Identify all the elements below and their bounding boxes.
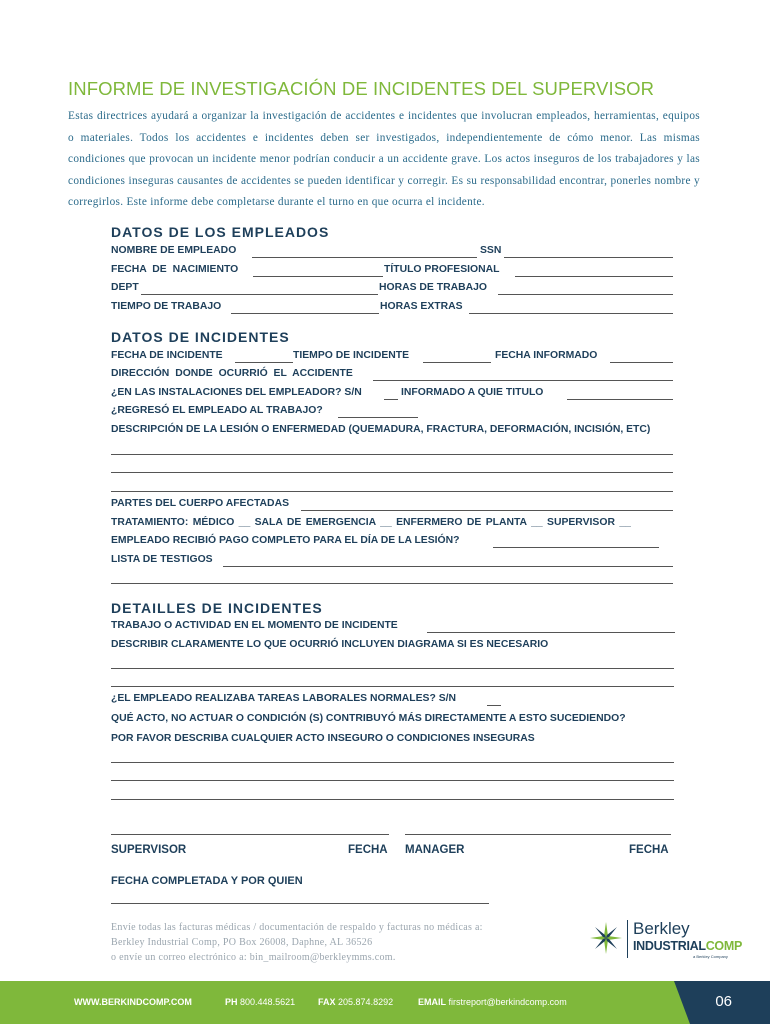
footer-phone-label: PH: [225, 997, 238, 1007]
field-titulo[interactable]: [515, 276, 673, 277]
label-instalaciones: ¿EN LAS INSTALACIONES DEL EMPLEADOR? S/N: [111, 387, 362, 398]
supervisor-signature-line[interactable]: [111, 834, 389, 835]
manager-fecha-label: FECHA: [629, 844, 669, 856]
label-tiempo-incidente: TIEMPO DE INCIDENTE: [293, 350, 410, 361]
row-completada: [111, 875, 673, 891]
logo-divider: [627, 920, 628, 958]
manager-label: MANAGER: [405, 844, 465, 856]
row-nombre-ssn: [111, 245, 673, 261]
field-ssn[interactable]: [504, 257, 673, 258]
field-nombre[interactable]: [252, 257, 477, 258]
label-acto: QUÉ ACTO, NO ACTUAR O CONDICIÓN (S) CONTRIBUYÓ MÁS DIRECTAMENTE A ESTO SUCEDIENDO?: [111, 713, 626, 724]
label-regreso: ¿REGRESÓ EL EMPLEADO AL TRABAJO?: [111, 405, 323, 416]
field-actividad[interactable]: [427, 632, 675, 633]
row-dept-horas: [111, 282, 673, 298]
row-tratamiento: [111, 517, 673, 533]
field-tiempo-incidente[interactable]: [423, 362, 491, 363]
field-describir-1[interactable]: [111, 668, 674, 669]
label-testigos: LISTA DE TESTIGOS: [111, 554, 213, 565]
field-inseguro-2[interactable]: [111, 780, 674, 781]
logo-berkley-text: Berkley: [633, 919, 690, 938]
row-direccion: [111, 368, 673, 384]
field-fecha-nacimiento[interactable]: [253, 276, 383, 277]
footer-email-address: firstreport@berkindcomp.com: [448, 997, 567, 1007]
label-dept: DEPT: [111, 282, 139, 293]
row-nacimiento-titulo: [111, 264, 673, 280]
row-favor: [111, 733, 673, 749]
field-fecha-incidente[interactable]: [235, 362, 293, 363]
footer-fax: [318, 997, 393, 1007]
row-regreso: [111, 405, 673, 421]
note-line-1: Envíe todas las facturas médicas / documentación de respaldo y facturas no médicas a:: [111, 922, 483, 933]
footer-bar: [0, 981, 770, 1024]
field-horas-extras[interactable]: [469, 313, 673, 314]
label-horas-trabajo: HORAS DE TRABAJO: [379, 282, 487, 293]
compass-icon: [588, 920, 624, 956]
logo-industrialcomp-text: [633, 939, 742, 953]
field-descripcion-1[interactable]: [111, 454, 673, 455]
label-tratamiento: TRATAMIENTO: MÉDICO __ SALA DE EMERGENCIA __ ENFERMERO DE PLANTA __ SUPERVISOR __: [111, 517, 631, 528]
field-descripcion-3[interactable]: [111, 491, 673, 492]
footer-website[interactable]: [74, 997, 192, 1007]
section-heading-incidentes: DATOS DE INCIDENTES: [111, 329, 290, 345]
label-describir: DESCRIBIR CLARAMENTE LO QUE OCURRIÓ INCLUYEN DIAGRAMA SI ES NECESARIO: [111, 639, 549, 650]
logo-comp: COMP: [705, 939, 743, 953]
label-actividad: TRABAJO O ACTIVIDAD EN EL MOMENTO DE INCIDENTE: [111, 620, 398, 631]
field-horas-trabajo[interactable]: [498, 294, 673, 295]
row-tareas: [111, 693, 673, 709]
row-descripcion: [111, 424, 673, 440]
page-title: INFORME DE INVESTIGACIÓN DE INCIDENTES DEL SUPERVISOR: [68, 78, 655, 99]
footer-email-label: EMAIL: [418, 997, 446, 1007]
label-tiempo-trabajo: TIEMPO DE TRABAJO: [111, 301, 222, 312]
label-fecha-incidente: FECHA DE INCIDENTE: [111, 350, 223, 361]
field-testigos[interactable]: [223, 566, 673, 567]
label-tareas: ¿EL EMPLEADO REALIZABA TAREAS LABORALES NORMALES? S/N: [111, 693, 457, 704]
field-regreso[interactable]: [338, 417, 418, 418]
row-actividad: [111, 620, 673, 636]
section-heading-empleados: DATOS DE LOS EMPLEADOS: [111, 224, 330, 240]
label-completada: FECHA COMPLETADA Y POR QUIEN: [111, 875, 303, 887]
label-pago: EMPLEADO RECIBIÓ PAGO COMPLETO PARA EL DÍA DE LA LESIÓN?: [111, 535, 460, 546]
logo-tagline: a Berkley Company: [693, 954, 728, 959]
label-nombre: NOMBRE DE EMPLEADO: [111, 245, 237, 256]
row-testigos: [111, 554, 673, 570]
section-heading-detalles: DETAILLES DE INCIDENTES: [111, 600, 323, 616]
field-dept[interactable]: [141, 294, 378, 295]
row-describir: [111, 639, 673, 655]
label-fecha-nacimiento: FECHA DE NACIMIENTO: [111, 264, 239, 275]
field-testigos-2[interactable]: [111, 583, 673, 584]
label-partes: PARTES DEL CUERPO AFECTADAS: [111, 498, 289, 509]
label-fecha-informado: FECHA INFORMADO: [495, 350, 598, 361]
submission-note: [111, 920, 483, 965]
footer-email[interactable]: [418, 997, 567, 1007]
note-line-2: Berkley Industrial Comp, PO Box 26008, Daphne, AL 36526: [111, 937, 373, 948]
field-tiempo-trabajo[interactable]: [231, 313, 379, 314]
supervisor-fecha-label: FECHA: [348, 844, 388, 856]
field-describir-2[interactable]: [111, 686, 674, 687]
field-partes[interactable]: [301, 510, 673, 511]
supervisor-label: SUPERVISOR: [111, 844, 187, 856]
row-partes: [111, 498, 673, 514]
label-ssn: SSN: [480, 245, 502, 256]
field-informado[interactable]: [567, 399, 673, 400]
field-inseguro-3[interactable]: [111, 799, 674, 800]
row-pago: [111, 535, 673, 551]
field-pago[interactable]: [493, 547, 659, 548]
label-informado: INFORMADO A QUIE TITULO: [401, 387, 544, 398]
footer-website-text: WWW.BERKINDCOMP.COM: [74, 997, 192, 1007]
field-descripcion-2[interactable]: [111, 472, 673, 473]
field-instalaciones[interactable]: [384, 399, 398, 400]
label-direccion: DIRECCIÓN DONDE OCURRIÓ EL ACCIDENTE: [111, 368, 353, 379]
row-fechas-incidente: [111, 350, 673, 366]
label-favor: POR FAVOR DESCRIBA CUALQUIER ACTO INSEGURO O CONDICIONES INSEGURAS: [111, 733, 535, 744]
label-descripcion: DESCRIPCIÓN DE LA LESIÓN O ENFERMEDAD (QUEMADURA, FRACTURA, DEFORMACIÓN, INCISIÓN, ETC): [111, 424, 651, 435]
berkley-logo: [588, 918, 743, 962]
intro-paragraph: Estas directrices ayudará a organizar la investigación de accidentes e incidentes que involucran empleados, herramientas, equipos o materiales. Todos los accidentes e incidentes deben ser investigados, independientemente de cómo menor. Las mismas condiciones que provocan un incidente menor podrían conducir a un accidente grave. Los actos inseguros de los trabajadores y las condiciones inseguras causantes de accidentes se pueden identificar y corregir. Es su responsabilidad encontrar, ponerles nombre y corregirlos. Este informe debe completarse durante el turno en que ocurra el incidente.: [68, 110, 700, 208]
row-tiempo-extras: [111, 301, 673, 317]
note-line-3: o envíe un correo electrónico a: bin_mailroom@berkleymms.com.: [111, 952, 396, 963]
footer-phone: [225, 997, 295, 1007]
footer-fax-label: FAX: [318, 997, 336, 1007]
label-horas-extras: HORAS EXTRAS: [380, 301, 463, 312]
logo-industrial: INDUSTRIAL: [633, 939, 706, 953]
manager-signature-line[interactable]: [405, 834, 671, 835]
field-tareas[interactable]: [487, 705, 501, 706]
footer-phone-number: 800.448.5621: [240, 997, 296, 1007]
field-fecha-informado[interactable]: [610, 362, 673, 363]
row-acto: [111, 713, 673, 729]
page-number: 06: [715, 993, 732, 1010]
label-titulo: TÍTULO PROFESIONAL: [384, 264, 500, 275]
field-completada[interactable]: [111, 903, 489, 904]
row-instalaciones: [111, 387, 673, 403]
footer-fax-number: 205.874.8292: [338, 997, 394, 1007]
field-direccion[interactable]: [373, 380, 673, 381]
field-inseguro-1[interactable]: [111, 762, 674, 763]
